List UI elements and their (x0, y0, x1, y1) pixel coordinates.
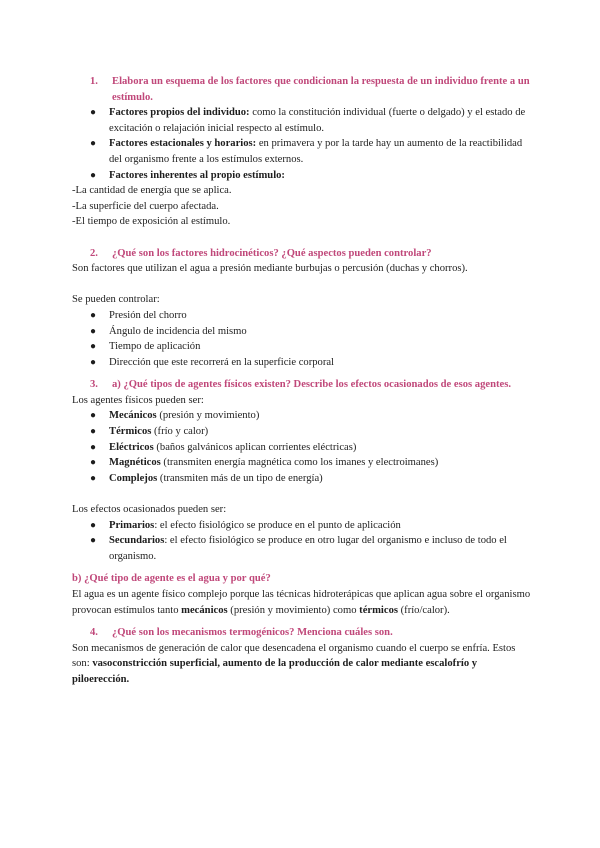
list-item (72, 168, 534, 184)
list-item (72, 471, 534, 487)
question-3b-title: b) ¿Qué tipo de agente es el agua y por qué? (72, 573, 271, 585)
answer-text: Son factores que utilizan el agua a presión mediante burbujas o percusión (duchas y chorros). (72, 263, 468, 275)
list-intro: Se pueden controlar: (72, 294, 160, 306)
q2-list (72, 308, 534, 370)
text-line: -La cantidad de energía que se aplica. (72, 185, 232, 197)
item-text: Dirección que este recorrerá en la superficie corporal (109, 356, 334, 368)
bullet-icon: ● (90, 535, 97, 547)
bullet-icon: ● (90, 441, 97, 453)
q3-agents-list (72, 408, 534, 486)
text-line: -La superficie del cuerpo afectada. (72, 200, 219, 212)
q1-list (72, 105, 534, 183)
list-item (72, 136, 534, 167)
item-text: : el efecto fisiológico se produce en el punto de aplicación (154, 519, 401, 531)
item-text: : el efecto fisiológico se produce en otro lugar del organismo e incluso de todo el organismo. (109, 535, 507, 562)
answer-text (72, 587, 534, 618)
item-bold: Complejos (109, 472, 158, 484)
list-intro: Los agentes físicos pueden ser: (72, 394, 204, 406)
question-number: 2. (90, 247, 98, 259)
question-text: ¿Qué son los factores hidrocinéticos? ¿Qué aspectos pueden controlar? (112, 247, 432, 259)
item-text: Presión del chorro (109, 309, 187, 321)
item-text: (transmiten más de un tipo de energía) (157, 472, 323, 484)
answer-bold: vasoconstricción superficial, aumento de la producción de calor mediante escalofrío y piloerección. (72, 658, 478, 685)
list-item (72, 308, 534, 324)
list-item (72, 440, 534, 456)
list-item (72, 105, 534, 136)
list-item (72, 455, 534, 471)
answer-part: Son mecanismos de generación de calor que desencadena el organismo cuando el cuerpo se enfría. Estos son: (72, 642, 516, 670)
answer-bold: mecánicos (181, 604, 228, 616)
bullet-icon: ● (90, 410, 97, 422)
answer-part: El agua es un agente físico complejo porque las técnicas hidroterápicas que aplican agua sobre el organismo provocan estímulos tanto (72, 589, 531, 616)
text-line: -El tiempo de exposición al estímulo. (72, 216, 231, 228)
q3-effects-list (72, 518, 534, 565)
question-number: 1. (90, 76, 98, 87)
bullet-icon: ● (90, 519, 97, 531)
list-item (72, 424, 534, 440)
bullet-icon: ● (90, 138, 97, 150)
question-2-title (72, 246, 534, 262)
item-text: Tiempo de aplicación (109, 341, 201, 353)
item-text: en primavera y por la tarde hay un aumento de la reactibilidad del organismo frente a los estímulos externos. (109, 138, 523, 165)
answer-part: (frío/calor). (398, 604, 450, 616)
bullet-icon: ● (90, 107, 97, 119)
answer-part: (presión y movimiento) como (227, 604, 360, 616)
answer-text (72, 641, 534, 688)
item-bold: Eléctricos (109, 441, 154, 453)
item-bold: Factores propios del individuo: (109, 107, 250, 119)
item-bold: Magnéticos (109, 457, 161, 469)
item-bold: Mecánicos (109, 410, 157, 422)
list-item (72, 339, 534, 355)
item-text: (baños galvánicos aplican corrientes eléctricas) (153, 441, 357, 453)
list-item (72, 533, 534, 564)
question-text: a) ¿Qué tipos de agentes físicos existen? Describe los efectos ocasionados de esos agentes. (112, 379, 511, 391)
bullet-icon: ● (90, 457, 97, 469)
item-bold: Secundarios (109, 535, 165, 547)
list-item (72, 518, 534, 534)
item-text: (presión y movimiento) (156, 410, 260, 422)
question-1-title (72, 74, 534, 105)
list-item (72, 355, 534, 371)
bullet-icon: ● (90, 426, 97, 438)
question-3-title (72, 377, 534, 393)
item-text: Ángulo de incidencia del mismo (109, 325, 247, 337)
bullet-icon: ● (90, 341, 97, 353)
bullet-icon: ● (90, 325, 97, 337)
item-bold: Factores inherentes al propio estímulo: (109, 169, 285, 181)
bullet-icon: ● (90, 309, 97, 321)
list-item (72, 408, 534, 424)
question-number: 3. (90, 379, 98, 391)
item-bold: Factores estacionales y horarios: (109, 138, 257, 150)
answer-bold: térmicos (359, 604, 398, 616)
bullet-icon: ● (90, 169, 97, 181)
question-number: 4. (90, 627, 98, 639)
question-text: ¿Qué son los mecanismos termogénicos? Menciona cuáles son. (112, 627, 393, 639)
item-text: (frío y calor) (151, 426, 209, 438)
bullet-icon: ● (90, 356, 97, 368)
item-text: como la constitución individual (fuerte o delgado) y el estado de excitación o relajación inicial respecto al estímulo. (109, 107, 526, 134)
list-item (72, 324, 534, 340)
bullet-icon: ● (90, 472, 97, 484)
item-text: (transmiten energía magnética como los imanes y electroimanes) (160, 457, 439, 469)
question-4-title (72, 625, 534, 641)
item-bold: Térmicos (109, 426, 152, 438)
question-text: Elabora un esquema de los factores que condicionan la respuesta de un individuo frente a un estímulo. (112, 76, 530, 103)
document-page (72, 74, 534, 688)
list-intro: Los efectos ocasionados pueden ser: (72, 504, 227, 516)
item-bold: Primarios (109, 519, 155, 531)
